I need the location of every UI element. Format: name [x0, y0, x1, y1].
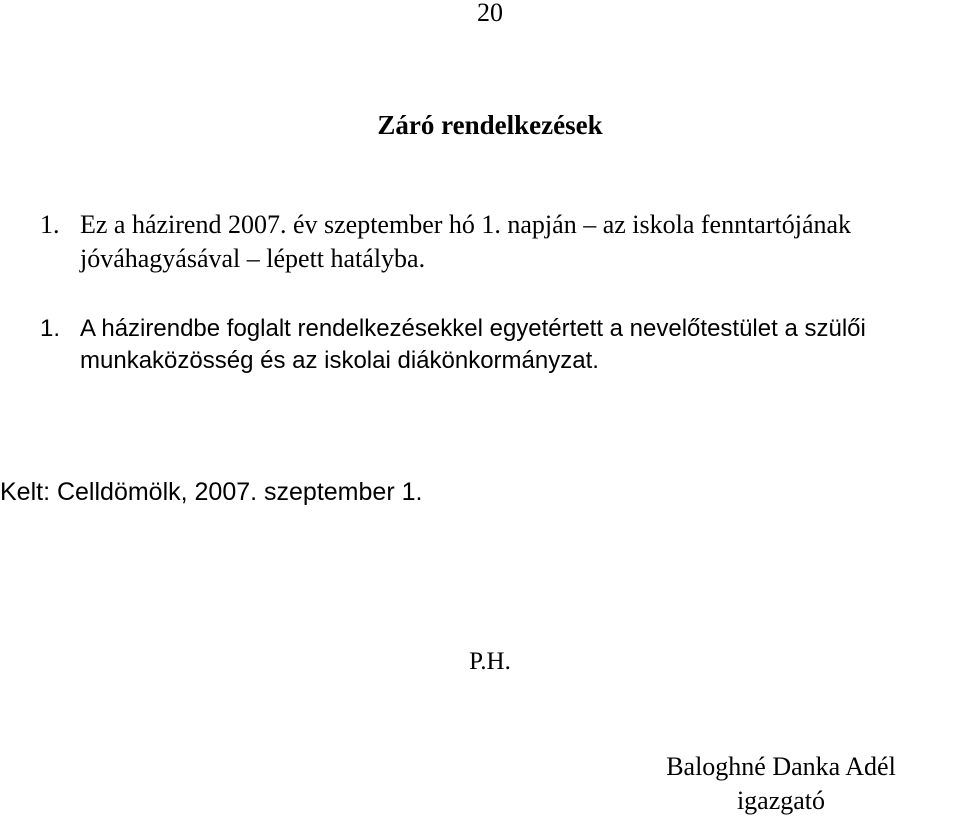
list-item-line-1 — [40, 313, 958, 345]
stamp-placeholder: P.H. — [469, 648, 511, 675]
page-number: 20 — [477, 0, 503, 27]
list-item — [40, 313, 958, 377]
signer-role: igazgató — [736, 786, 826, 815]
signer-name: Baloghné Danka Adél — [666, 752, 896, 781]
list-item-text: Ez a házirend 2007. év szeptember hó 1. napján – az iskola fenntartójának — [80, 210, 852, 239]
list-item — [40, 208, 958, 276]
list-item-line-1 — [40, 208, 958, 242]
list-item-line-2: jóváhagyásával – lépett hatályba. — [80, 244, 426, 273]
list-item-number: 1. — [40, 210, 60, 239]
section-title: Záró rendelkezések — [377, 110, 603, 140]
list-item-line-2: munkaközösség és az iskolai diákönkormányzat. — [80, 347, 599, 374]
list-item-text: A házirendbe foglalt rendelkezésekkel egyetértett a nevelőtestület a szülői — [80, 315, 866, 342]
signature-block — [651, 750, 911, 818]
list-item-number: 1. — [40, 315, 61, 342]
place-date: Kelt: Celldömölk, 2007. szeptember 1. — [0, 478, 423, 506]
